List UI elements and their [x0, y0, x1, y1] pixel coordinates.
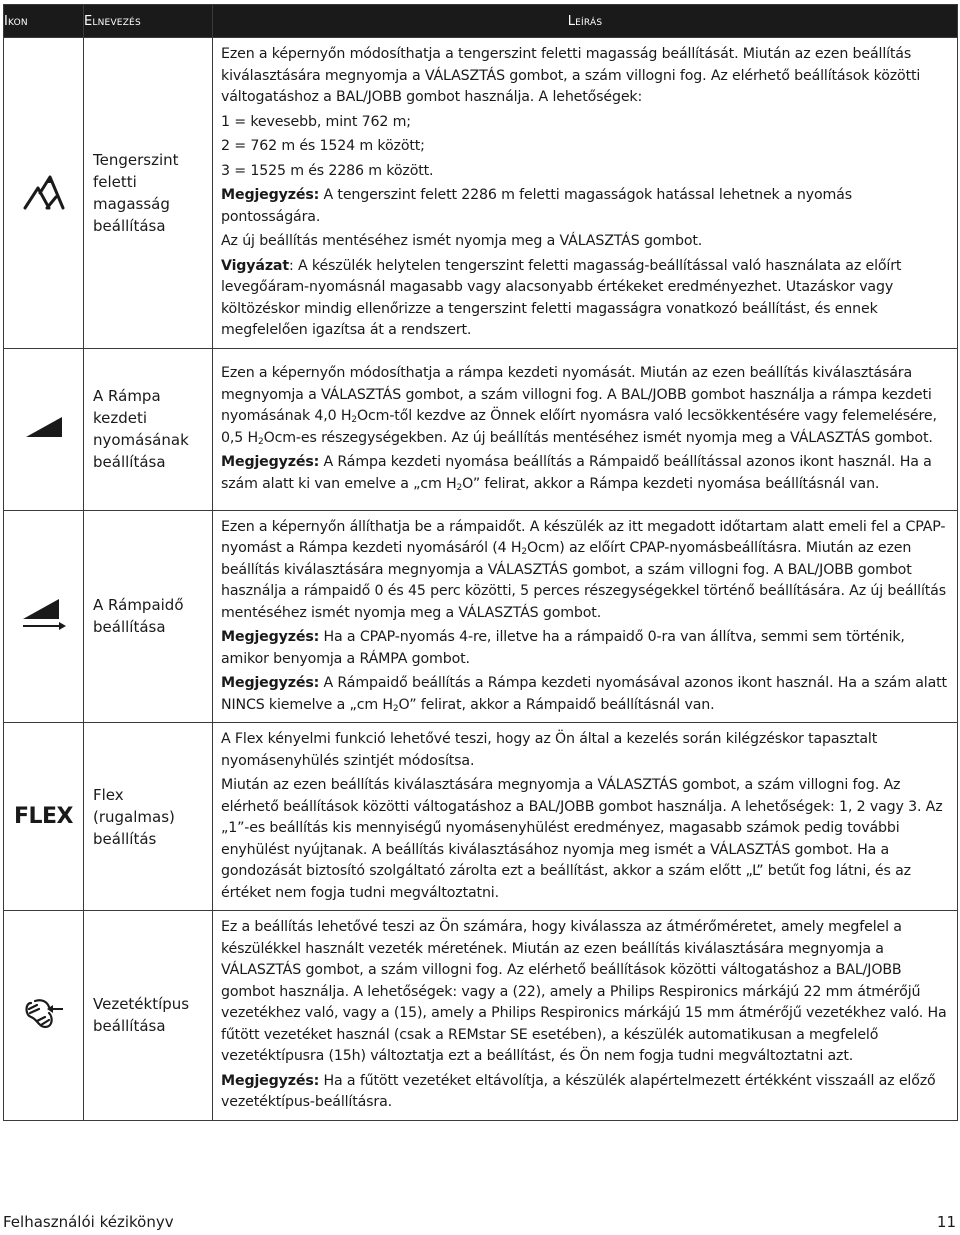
- caution-label: Vigyázat: [221, 257, 289, 274]
- text-part: Ezen a képernyőn módosíthatja a rámpa kezdeti nyomását. Miután az ezen beállítás kiválasztására megnyomja a VÁLASZTÁS gombot, a szám villogni fog. A BAL/JOBB gombot használja a rámpa kezdeti nyomásának 4,0 H: [221, 365, 932, 424]
- altitude-option-3: 3 = 1525 m és 2286 m között.: [221, 162, 434, 179]
- note-label: Megjegyzés:: [221, 454, 320, 470]
- flex-description: [213, 723, 958, 911]
- page-number: 11: [936, 1213, 956, 1231]
- tubing-name: Vezetéktípus beállítása: [84, 911, 213, 1121]
- mountain-icon: [22, 171, 66, 211]
- ramp-start-description: [213, 348, 958, 510]
- ramp-start-note: [221, 452, 949, 495]
- table-row-tubing: [4, 911, 958, 1121]
- ramp-start-name: A Rámpa kezdeti nyomásának beállítása: [84, 348, 213, 510]
- text-part: Ha a CPAP-nyomás 4-re, illetve ha a rámpaidő 0-ra van állítva, semmi sem történik, amikor benyomja a RÁMPA gombot.: [221, 629, 905, 667]
- altitude-description: [213, 38, 958, 349]
- altitude-save: Az új beállítás mentéséhez ismét nyomja meg a VÁLASZTÁS gombot.: [221, 233, 703, 249]
- tubing-text: Ez a beállítás lehetővé teszi az Ön számára, hogy kiválassza az átmérőméretet, amely megfelel a készülékkel használt vezeték méretének. Miután az ezen beállítás kiválasztására megnyomja a VÁLASZTÁS gombot, a szám villogni fog. Az elérhető beállítások közötti váltogatáshoz a BAL/JOBB gombot használja. A lehetőségek: vagy a (22), amely a Philips Respironics márkájú 22 mm átmérőjű vezetékhez való, vagy a (15), amely a Philips Respironics márkájú 15 mm átmérőjű vezetékhez való. Ha fűtött vezetéket használ (csak a REMstar SE esetében), a készülék automatikusan a megfelelő vezetéktípusra (15h) változtatja ezt a beállítást, és Ön nem fogja tudni megváltoztatni azt.: [221, 919, 947, 1064]
- ramp-start-text: [221, 363, 949, 449]
- note-label: Megjegyzés:: [221, 675, 320, 691]
- text-part: O” felirat, akkor a Rámpa kezdeti nyomása beállításnál van.: [462, 475, 880, 492]
- table-row-ramp-time: [4, 510, 958, 723]
- caution-text: : A készülék helytelen tengerszint feletti magasság-beállítással való használata az előírt levegőáram-nyomásnál magasabb vagy alacsonyabb értékeket eredményezhet. Utazáskor vagy költözéskor mindig ellenőrizze a tengerszint feletti magasságra vonatkozó beállítást, és ennek megfelelően igazítsa át a rendszert.: [221, 257, 902, 338]
- subscript: 2: [392, 703, 399, 714]
- header-icon: Ikon: [4, 5, 84, 38]
- text-part: A Rámpa kezdeti nyomása beállítás a Rámpaidő beállítással azonos ikont használ. Ha a szám alatt ki van emelve a „cm H: [221, 454, 932, 492]
- ramp-start-icon-cell: [4, 348, 84, 510]
- header-description: Leírás: [213, 5, 958, 38]
- subscript: 2: [456, 482, 463, 493]
- ramp-time-name: A Rámpaidő beállítása: [84, 510, 213, 723]
- flex-icon-cell: [4, 723, 84, 911]
- altitude-note: [221, 185, 949, 228]
- table-row-ramp-start: [4, 348, 958, 510]
- flex-text-2: Miután az ezen beállítás kiválasztására megnyomja a VÁLASZTÁS gombot, a szám villogni fog. Az elérhető beállítások közötti váltogatáshoz a BAL/JOBB gombot használja. A lehetőségek: 1, 2 vagy 3. Az „1”-es beállítás kis mennyiségű nyomásenyhülést eredményez, magasabb számok pedig további enyhülést nyújtanak. A beállítás kiválasztásához nyomja meg ismét a VÁLASZTÁS gombot. Ha a gondozását biztosító szolgáltató zárolta ezt a beállítást, akkor a szám előtt „L” betűt fog látni, és az értéket nem fogja tudni megváltoztatni.: [221, 777, 943, 901]
- subscript: 2: [521, 547, 527, 557]
- subscript: 2: [351, 415, 357, 425]
- settings-table: [3, 4, 958, 1121]
- tubing-description: [213, 911, 958, 1121]
- ramp-time-text: [221, 517, 949, 625]
- text-part: Ocm-től kezdve az Önnek előírt nyomásra való lecsökkentésére vagy felemelésére, 0,5 H: [221, 408, 937, 446]
- note-label: Megjegyzés:: [221, 629, 320, 645]
- tubing-note: [221, 1071, 949, 1114]
- altitude-icon-cell: [4, 38, 84, 349]
- ramp-time-note-1: [221, 627, 949, 670]
- header-name: Elnevezés: [84, 5, 213, 38]
- page-footer: [0, 1213, 960, 1235]
- text-part: Ezen a képernyőn állíthatja be a rámpaidőt. A készülék az itt megadott időtartam alatt emeli fel a CPAP-nyomást a Rámpa kezdeti nyomásáról (4 H: [221, 518, 946, 556]
- table-header-row: [4, 5, 958, 38]
- flex-icon: FLEX: [13, 804, 74, 829]
- altitude-option-2: 2 = 762 m és 1524 m között;: [221, 138, 425, 154]
- altitude-intro: Ezen a képernyőn módosíthatja a tengerszint feletti magasság beállítását. Miután az ezen beállítás kiválasztására megnyomja a VÁLASZTÁS gombot, a szám villogni fog. Az elérhető beállítások közötti váltogatáshoz a BAL/JOBB gombot használja. A lehetőségek:: [221, 46, 921, 105]
- ramp-time-note-2: [221, 673, 949, 716]
- ramp-time-icon: [21, 597, 67, 631]
- note-label: Megjegyzés:: [221, 1072, 320, 1089]
- altitude-name: Tengerszint feletti magasság beállítása: [84, 38, 213, 349]
- table-row-altitude: [4, 38, 958, 349]
- ramp-icon: [24, 415, 64, 439]
- subscript: 2: [258, 436, 264, 447]
- altitude-caution: [221, 256, 949, 342]
- note-text: A tengerszint felett 2286 m feletti magasságok hatással lehetnek a nyomás pontosságára.: [221, 187, 852, 225]
- flex-text-1: A Flex kényelmi funkció lehetővé teszi, hogy az Ön által a kezelés során kilégzéskor tapasztalt nyomásenyhülés szintjét módosítsa.: [221, 731, 878, 769]
- ramp-time-description: [213, 510, 958, 723]
- text-part: O” felirat, akkor a Rámpaidő beállításnál van.: [398, 696, 715, 713]
- footer-title: Felhasználói kézikönyv: [3, 1213, 174, 1231]
- text-part: Ha a fűtött vezetéket eltávolítja, a készülék alapértelmezett értékként visszaáll az előző vezetéktípus-beállításra.: [221, 1072, 936, 1110]
- text-part: Ocm) az előírt CPAP-nyomásbeállításra. Miután az ezen beállítás kiválasztására megnyomja a VÁLASZTÁS gombot, a szám villogni fog. A BAL/JOBB gombot használja a rámpaidő 0 és 45 perc közötti, 5 perces részegységekkel történő beállítására. Az új beállítás mentéséhez ismét nyomja meg a VÁLASZTÁS gombot.: [221, 540, 946, 621]
- flex-name: Flex (rugalmas) beállítás: [84, 723, 213, 911]
- text-part: A Rámpaidő beállítás a Rámpa kezdeti nyomásával azonos ikont használ. Ha a szám alatt NINCS kiemelve a „cm H: [221, 675, 947, 713]
- tubing-icon-cell: [4, 911, 84, 1121]
- ramp-time-icon-cell: [4, 510, 84, 723]
- table-row-flex: [4, 723, 958, 911]
- note-label: Megjegyzés:: [221, 187, 320, 203]
- tubing-icon: [23, 995, 65, 1031]
- altitude-option-1: 1 = kevesebb, mint 762 m;: [221, 113, 411, 130]
- text-part: Ocm-es részegységekben. Az új beállítás mentéséhez ismét nyomja meg a VÁLASZTÁS gombot.: [263, 429, 933, 446]
